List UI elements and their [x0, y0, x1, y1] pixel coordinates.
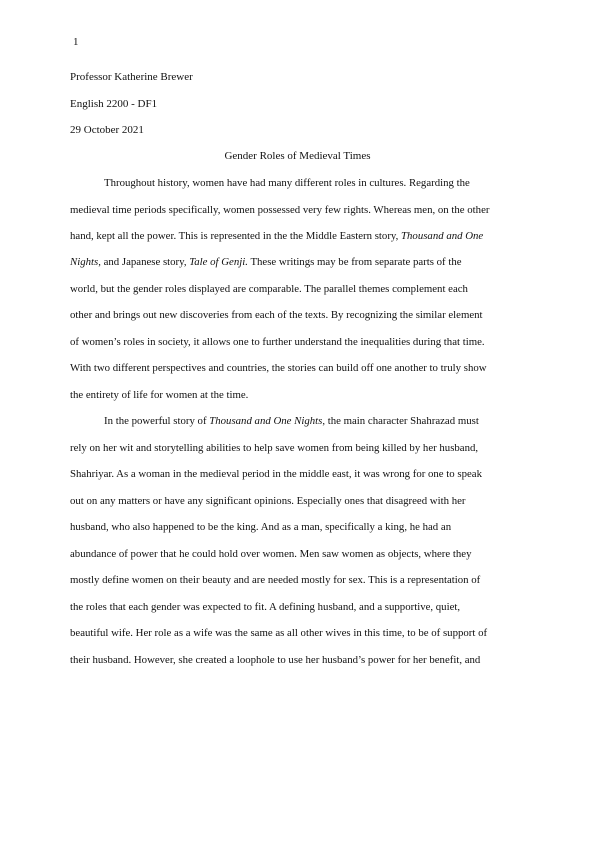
paragraph-line: Throughout history, women have had many different roles in cultures. Regarding the	[104, 177, 470, 189]
paragraph-line: out on any matters or have any significant opinions. Especially ones that disagreed with her	[70, 495, 466, 507]
book-title-thousand-and-one-nights: Thousand and One	[401, 230, 484, 242]
paragraph-line: Shahriyar. As a woman in the medieval period in the middle east, it was wrong for one to speak	[70, 468, 482, 480]
paragraph-line: their husband. However, she created a loophole to use her husband’s power for her benefit, and	[70, 654, 481, 666]
paragraph-line: beautiful wife. Her role as a wife was the same as all other wives in this time, to be of support of	[70, 627, 488, 639]
paragraph-line: husband, who also happened to be the king. And as a man, specifically a king, he had an	[70, 521, 452, 533]
page-number: 1	[73, 36, 79, 48]
paragraph-line: rely on her wit and storytelling abilities to help save women from being killed by her husband,	[70, 442, 479, 454]
paragraph-line: other and brings out new discoveries from each of the texts. By recognizing the similar element	[70, 309, 483, 321]
essay-title: Gender Roles of Medieval Times	[224, 150, 371, 162]
paragraph-line	[70, 230, 483, 243]
text-run: In the powerful story of	[104, 415, 210, 427]
text-run: hand, kept all the power. This is represented in the the Middle Eastern story,	[70, 230, 402, 242]
paragraph-line: medieval time periods specifically, women possessed very few rights. Whereas men, on the other	[70, 204, 490, 216]
course-name: English 2200 - DF1	[70, 98, 158, 110]
text-run: These writings may be from separate parts of the	[247, 256, 462, 268]
paragraph-line: of women’s roles in society, it allows one to further understand the inequalities during that time.	[70, 336, 485, 348]
paragraph-line	[70, 256, 462, 269]
professor-name: Professor Katherine Brewer	[70, 71, 193, 83]
paragraph-line: mostly define women on their beauty and are needed mostly for sex. This is a representation of	[70, 574, 481, 586]
book-title-thousand-and-one-nights: Nights	[70, 256, 99, 268]
date: 29 October 2021	[70, 124, 144, 136]
text-run: , the main character Shahrazad must	[322, 415, 479, 427]
book-title-tale-of-genji: Tale of Genji.	[189, 256, 248, 268]
paragraph-line	[104, 415, 479, 428]
book-title-thousand-and-one-nights: Thousand and One Nights	[209, 415, 323, 427]
text-run: , and Japanese story,	[98, 256, 190, 268]
paragraph-line: world, but the gender roles displayed are comparable. The parallel themes complement each	[70, 283, 468, 295]
paragraph-line: the roles that each gender was expected to fit. A defining husband, and a supportive, quiet,	[70, 601, 461, 613]
paragraph-line: the entirety of life for women at the time.	[70, 389, 249, 401]
paragraph-line: abundance of power that he could hold over women. Men saw women as objects, where they	[70, 548, 472, 560]
paragraph-line: With two different perspectives and countries, the stories can build off one another to truly show	[70, 362, 487, 374]
